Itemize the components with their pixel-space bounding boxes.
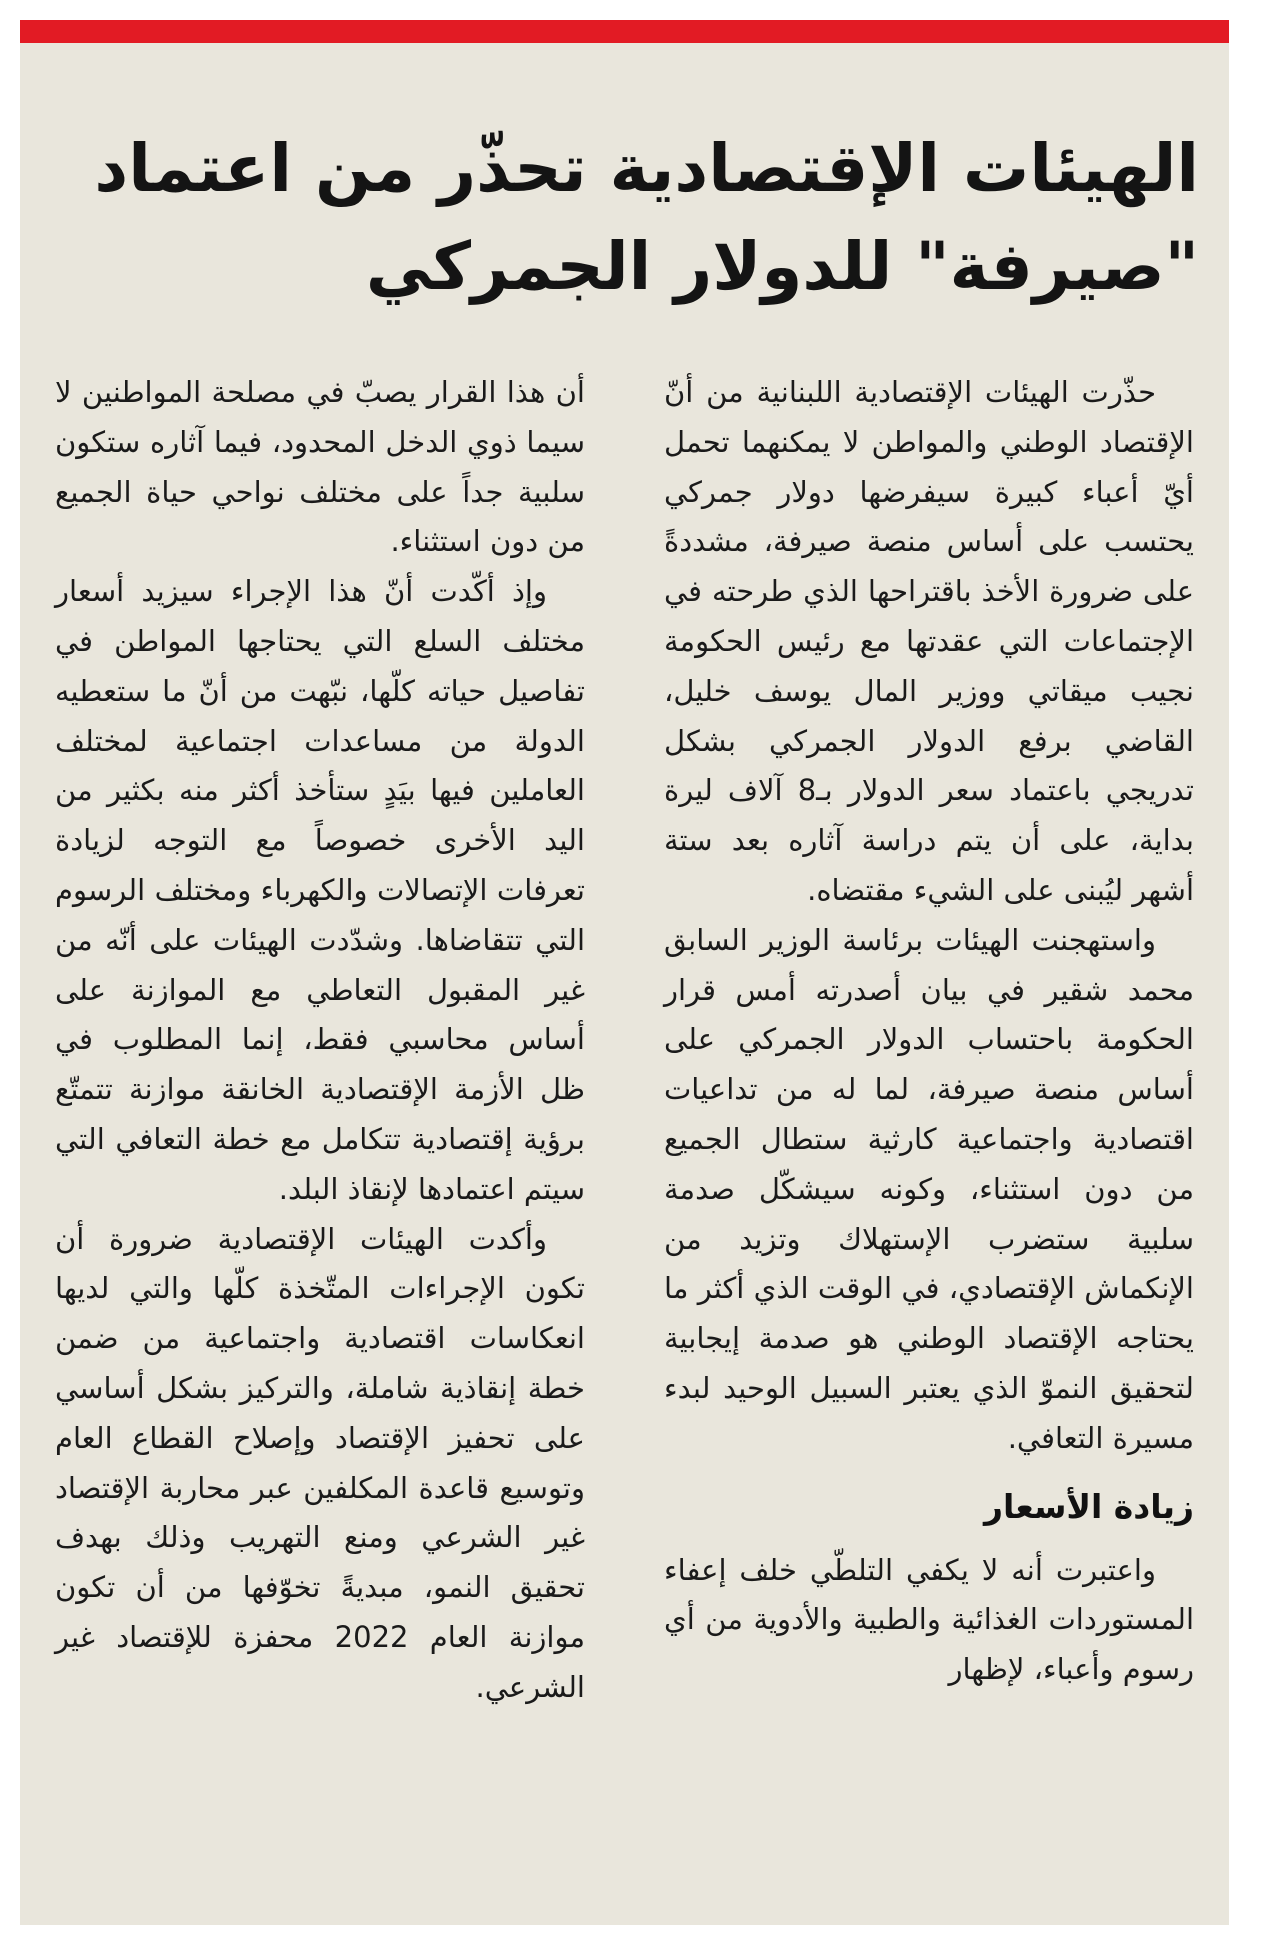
section-subheading: زيادة الأسعار	[983, 1486, 1194, 1526]
article-column-left	[55, 368, 585, 1713]
paragraph: واعتبرت أنه لا يكفي التلطّي خلف إعفاء المستوردات الغذائية والطبية والأدوية من أي رسوم وأعباء، لإظهار	[664, 1552, 1194, 1687]
paragraph: وأكدت الهيئات الإقتصادية ضرورة أن تكون الإجراءات المتّخذة كلّها والتي لديها انعكاسات اقتصادية واجتماعية من ضمن خطة إنقاذية شاملة، والتركيز بشكل أساسي على تحفيز الإقتصاد وإصلاح القطاع العام وتوسيع قاعدة المكلفين عبر محاربة الإقتصاد غير الشرعي ومنع التهريب وذلك بهدف تحقيق النمو، مبديةً تخوّفها من أن تكون موازنة العام 2022 محفزة للإقتصاد غير الشرعي.	[55, 1221, 586, 1704]
newspaper-clipping	[20, 20, 1229, 1925]
paragraph: أن هذا القرار يصبّ في مصلحة المواطنين لا سيما ذوي الدخل المحدود، فيما آثاره ستكون سلبية جداً على مختلف نواحي حياة الجميع من دون استثناء.	[55, 375, 585, 559]
headline-line-1: الهيئات الإقتصادية تحذّر من اعتماد	[94, 130, 1199, 207]
paragraph: وإذ أكّدت أنّ هذا الإجراء سيزيد أسعار مختلف السلع التي يحتاجها المواطن في تفاصيل حياته كلّها، نبّهت من أنّ ما ستعطيه الدولة من مساعدات اجتماعية لمختلف العاملين فيها بيَدٍ ستأخذ أكثر منه بكثير من اليد الأخرى خصوصاً مع التوجه لزيادة تعرفات الإتصالات والكهرباء ومختلف الرسوم التي تتقاضاها. وشدّدت الهيئات على أنّه من غير المقبول التعاطي مع الموازنة على أساس محاسبي فقط، إنما المطلوب في ظل الأزمة الإقتصادية الخانقة موازنة تتمتّع برؤية إقتصادية تتكامل مع خطة التعافي التي سيتم اعتمادها لإنقاذ البلد.	[55, 574, 585, 1206]
paragraph: حذّرت الهيئات الإقتصادية اللبنانية من أنّ الإقتصاد الوطني والمواطن لا يمكنهما تحمل أيّ أعباء كبيرة سيفرضها دولار جمركي يحتسب على أساس منصة صيرفة، مشددةً على ضرورة الأخذ باقتراحها الذي طرحته في الإجتماعات التي عقدتها مع رئيس الحكومة نجيب ميقاتي ووزير المال يوسف خليل، القاضي برفع الدولار الجمركي بشكل تدريجي باعتماد سعر الدولار بـ8 آلاف ليرة بداية، على أن يتم دراسة آثاره بعد ستة أشهر ليُبنى على الشيء مقتضاه.	[664, 375, 1194, 907]
paragraph: واستهجنت الهيئات برئاسة الوزير السابق محمد شقير في بيان أصدرته أمس قرار الحكومة باحتساب الدولار الجمركي على أساس منصة صيرفة، لما له من تداعيات اقتصادية واجتماعية كارثية ستطال الجميع من دون استثناء، وكونه سيشكّل صدمة سلبية ستضرب الإستهلاك وتزيد من الإنكماش الإقتصادي، في الوقت الذي أكثر ما يحتاجه الإقتصاد الوطني هو صدمة إيجابية لتحقيق النموّ الذي يعتبر السبيل الوحيد لبدء مسيرة التعافي.	[664, 922, 1194, 1455]
article-column-right	[664, 368, 1194, 1695]
article-headline	[69, 120, 1199, 316]
red-accent-bar	[20, 20, 1229, 43]
headline-line-2: "صيرفة" للدولار الجمركي	[365, 228, 1199, 305]
